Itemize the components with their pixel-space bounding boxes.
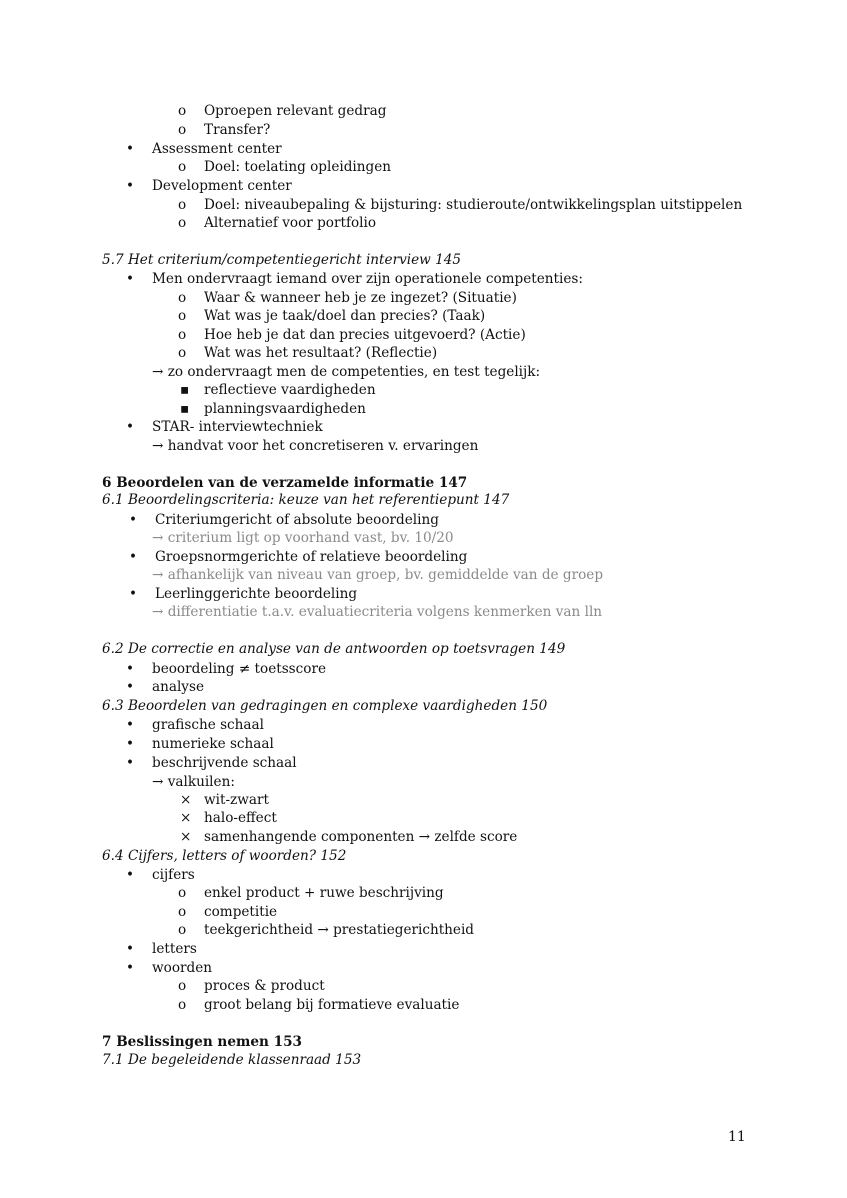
list-marker: • bbox=[126, 960, 135, 976]
list-item: planningsvaardigheden bbox=[204, 401, 366, 417]
list-item: grafische schaal bbox=[152, 717, 264, 733]
section-heading: 7 Beslissingen nemen 153 bbox=[102, 1034, 302, 1050]
page-number: 11 bbox=[728, 1129, 746, 1145]
subsection-heading: 6.4 Cijfers, letters of woorden? 152 bbox=[102, 848, 347, 864]
list-marker: • bbox=[129, 512, 138, 528]
list-marker: • bbox=[129, 586, 138, 602]
list-item: Development center bbox=[152, 178, 292, 194]
list-item: → valkuilen: bbox=[152, 774, 235, 790]
list-marker: • bbox=[126, 867, 135, 883]
list-marker: o bbox=[178, 308, 187, 324]
subsection-heading: 6.3 Beoordelen van gedragingen en complexe vaardigheden 150 bbox=[102, 698, 548, 714]
list-marker: ▪ bbox=[180, 382, 190, 398]
list-item: letters bbox=[152, 941, 197, 957]
list-item: woorden bbox=[152, 960, 213, 976]
list-item: numerieke schaal bbox=[152, 736, 274, 752]
list-item: Oproepen relevant gedrag bbox=[204, 103, 387, 119]
list-marker: o bbox=[178, 885, 187, 901]
list-marker: o bbox=[178, 122, 187, 138]
list-item: Transfer? bbox=[204, 122, 271, 138]
list-marker: × bbox=[180, 829, 192, 845]
list-item: → differentiatie t.a.v. evaluatiecriteria volgens kenmerken van lln bbox=[152, 604, 603, 620]
list-item: Doel: niveaubepaling & bijsturing: studieroute/ontwikkelingsplan uitstippelen bbox=[204, 197, 743, 213]
list-marker: • bbox=[126, 717, 135, 733]
list-marker: ▪ bbox=[180, 401, 190, 417]
list-item: Wat was het resultaat? (Reflectie) bbox=[204, 345, 438, 361]
list-marker: o bbox=[178, 215, 187, 231]
list-item: proces & product bbox=[204, 978, 325, 994]
list-item: Leerlinggerichte beoordeling bbox=[155, 586, 358, 602]
list-item: enkel product + ruwe beschrijving bbox=[204, 885, 444, 901]
list-marker: × bbox=[180, 792, 192, 808]
list-item: Criteriumgericht of absolute beoordeling bbox=[155, 512, 439, 528]
list-marker: o bbox=[178, 997, 187, 1013]
list-marker: • bbox=[126, 679, 135, 695]
list-item: → afhankelijk van niveau van groep, bv. gemiddelde van de groep bbox=[152, 567, 604, 583]
list-item: cijfers bbox=[152, 867, 195, 883]
list-item: Waar & wanneer heb je ze ingezet? (Situatie) bbox=[204, 290, 517, 306]
list-item: Groepsnormgerichte of relatieve beoordeling bbox=[155, 549, 468, 565]
list-item: teekgerichtheid → prestatiegerichtheid bbox=[204, 922, 475, 938]
list-marker: • bbox=[126, 271, 135, 287]
list-marker: o bbox=[178, 290, 187, 306]
list-marker: o bbox=[178, 904, 187, 920]
list-marker: o bbox=[178, 197, 187, 213]
list-marker: o bbox=[178, 345, 187, 361]
list-item: analyse bbox=[152, 679, 205, 695]
subsection-heading: 7.1 De begeleidende klassenraad 153 bbox=[102, 1052, 362, 1068]
list-item: Doel: toelating opleidingen bbox=[204, 159, 392, 175]
subsection-heading: 6.1 Beoordelingscriteria: keuze van het referentiepunt 147 bbox=[102, 492, 510, 508]
list-item: competitie bbox=[204, 904, 278, 920]
list-item: Men ondervraagt iemand over zijn operationele competenties: bbox=[152, 271, 583, 287]
list-item: wit-zwart bbox=[204, 792, 269, 808]
list-marker: • bbox=[126, 941, 135, 957]
list-item: beschrijvende schaal bbox=[152, 755, 297, 771]
list-item: → handvat voor het concretiseren v. ervaringen bbox=[152, 438, 479, 454]
list-item: STAR- interviewtechniek bbox=[152, 419, 323, 435]
list-marker: • bbox=[129, 549, 138, 565]
list-marker: • bbox=[126, 178, 135, 194]
list-marker: • bbox=[126, 755, 135, 771]
list-marker: × bbox=[180, 810, 192, 826]
subsection-heading: 5.7 Het criterium/competentiegericht interview 145 bbox=[102, 252, 462, 268]
list-item: groot belang bij formatieve evaluatie bbox=[204, 997, 460, 1013]
list-marker: • bbox=[126, 736, 135, 752]
list-marker: o bbox=[178, 922, 187, 938]
list-marker: o bbox=[178, 159, 187, 175]
list-item: beoordeling ≠ toetsscore bbox=[152, 661, 326, 677]
list-item: reflectieve vaardigheden bbox=[204, 382, 376, 398]
list-item: Assessment center bbox=[152, 141, 282, 157]
subsection-heading: 6.2 De correctie en analyse van de antwoorden op toetsvragen 149 bbox=[102, 641, 566, 657]
list-item: Alternatief voor portfolio bbox=[204, 215, 377, 231]
list-item: → zo ondervraagt men de competenties, en test tegelijk: bbox=[152, 364, 541, 380]
list-marker: • bbox=[126, 141, 135, 157]
list-marker: • bbox=[126, 419, 135, 435]
list-marker: o bbox=[178, 103, 187, 119]
list-marker: o bbox=[178, 327, 187, 343]
list-item: → criterium ligt op voorhand vast, bv. 10/20 bbox=[152, 530, 454, 546]
list-item: samenhangende componenten → zelfde score bbox=[204, 829, 518, 845]
section-heading: 6 Beoordelen van de verzamelde informatie 147 bbox=[102, 475, 468, 491]
list-marker: o bbox=[178, 978, 187, 994]
list-item: halo-effect bbox=[204, 810, 277, 826]
list-item: Hoe heb je dat dan precies uitgevoerd? (Actie) bbox=[204, 327, 526, 343]
list-marker: • bbox=[126, 661, 135, 677]
list-item: Wat was je taak/doel dan precies? (Taak) bbox=[204, 308, 486, 324]
